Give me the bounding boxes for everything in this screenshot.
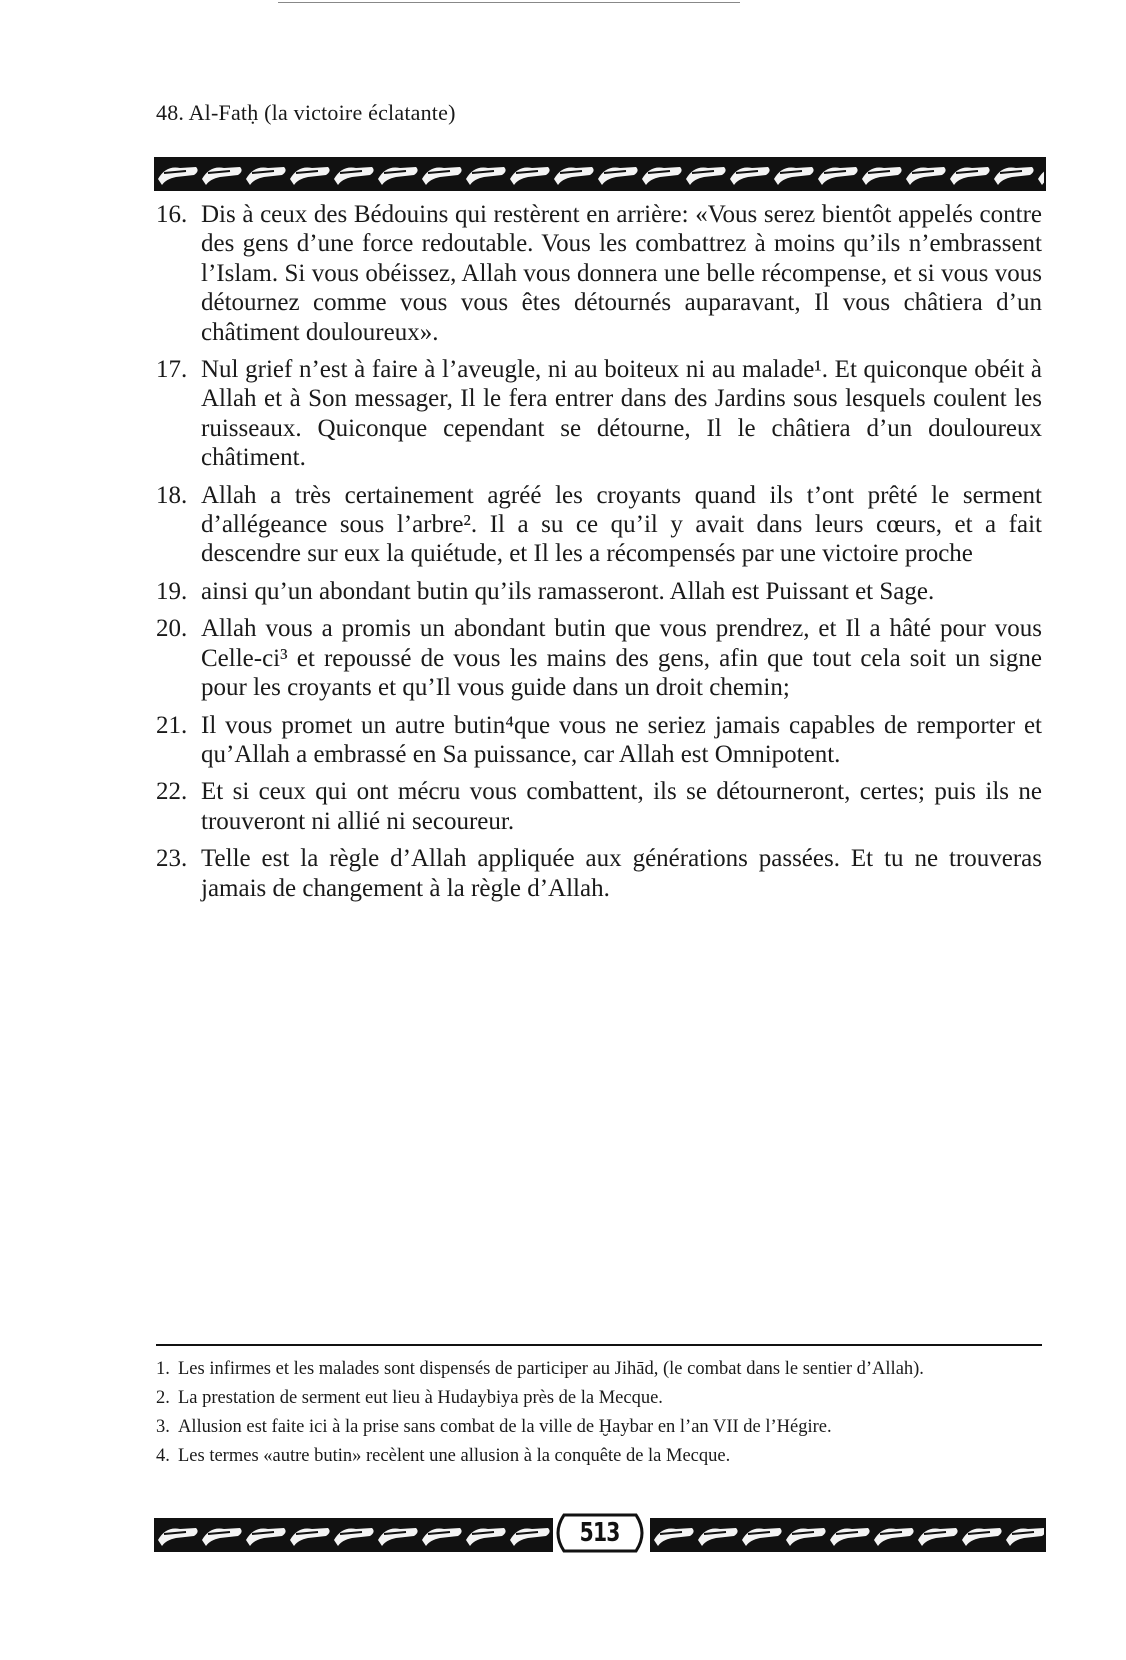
ornamental-border-top <box>154 157 1046 191</box>
verse-23 <box>156 844 1042 903</box>
page-number-cartouche <box>552 1512 648 1554</box>
verse-18 <box>156 481 1042 569</box>
verse-list <box>156 200 1042 911</box>
verse-number: 17. <box>156 356 188 384</box>
footnote-text: Les infirmes et les malades sont dispensés de participer au Jihād, (le combat dans le sentier d’Allah). <box>178 1359 924 1379</box>
footnote-2 <box>156 1387 1042 1409</box>
ornamental-border-bottom-left <box>154 1518 553 1552</box>
verse-22 <box>156 777 1042 836</box>
verse-text: ainsi qu’un abondant butin qu’ils ramasseront. Allah est Puissant et Sage. <box>201 577 935 605</box>
footnote-list <box>156 1358 1042 1474</box>
footnote-number: 1. <box>156 1359 170 1379</box>
page-number: 513 <box>580 1518 620 1548</box>
footnote-number: 2. <box>156 1388 170 1408</box>
verse-number: 16. <box>156 201 188 228</box>
verse-text: Nul grief n’est à faire à l’aveugle, ni au boiteux ni au malade¹. Et quiconque obéit à Allah et à Son messager, Il le fera entrer dans des Jardins sous lesquels coulent les ruisseaux. Quiconque cependant se détourne, Il le châtiera d’un douloureux châtiment. <box>201 356 1042 472</box>
footnote-text: Les termes «autre butin» recèlent une allusion à la conquête de la Mecque. <box>178 1446 731 1466</box>
verse-number: 21. <box>156 711 188 739</box>
chain-ornament-icon <box>156 1520 551 1550</box>
verse-17 <box>156 355 1042 473</box>
footnote-number: 4. <box>156 1446 170 1466</box>
footnote-3 <box>156 1416 1042 1438</box>
verse-text: Et si ceux qui ont mécru vous combattent, ils se détourneront, certes; puis ils ne trouveront ni allié ni secoureur. <box>201 778 1042 835</box>
verse-number: 18. <box>156 481 188 509</box>
footnote-1 <box>156 1358 1042 1380</box>
verse-number: 23. <box>156 845 188 873</box>
verse-number: 19. <box>156 577 188 605</box>
verse-19 <box>156 577 1042 606</box>
footnote-text: La prestation de serment eut lieu à Hudaybiya près de la Mecque. <box>178 1388 663 1408</box>
verse-number: 22. <box>156 778 188 806</box>
verse-20 <box>156 614 1042 702</box>
footnote-4 <box>156 1445 1042 1467</box>
verse-text: Telle est la règle d’Allah appliquée aux générations passées. Et tu ne trouveras jamais de changement à la règle d’Allah. <box>201 845 1042 902</box>
top-rule <box>278 2 740 3</box>
footnote-divider <box>156 1344 1042 1346</box>
verse-number: 20. <box>156 615 188 643</box>
verse-21 <box>156 711 1042 770</box>
chain-ornament-icon <box>652 1520 1044 1550</box>
ornamental-border-bottom-right <box>650 1518 1046 1552</box>
surah-title: 48. Al-Fatḥ (la victoire éclatante) <box>156 100 456 125</box>
footnote-number: 3. <box>156 1417 170 1437</box>
verse-text: Allah vous a promis un abondant butin que vous prendrez, et Il a hâté pour vous Celle-ci³ et repoussé de vous les mains des gens, afin que tout cela soit un signe pour les croyants et qu’Il vous guide dans un droit chemin; <box>201 615 1042 702</box>
verse-text: Allah a très certainement agréé les croyants quand ils t’ont prêté le serment d’allégeance sous l’arbre². Il a su ce qu’il y avait dans leurs cœurs, et a fait descendre sur eux la quiétude, et Il les a récompensés par une victoire proche <box>201 481 1042 568</box>
verse-text: Dis à ceux des Bédouins qui restèrent en arrière: «Vous serez bientôt appelés contre des gens d’une force redoutable. Vous les combattrez à moins qu’ils n’embrassent l’Islam. Si vous obéissez, Allah vous donnera une belle récompense, et si vous vous détournez comme vous vous êtes détournés auparavant, Il vous châtiera d’un châtiment douloureux». <box>201 201 1042 346</box>
chain-ornament-icon <box>156 159 1044 189</box>
footnote-text: Allusion est faite ici à la prise sans combat de la ville de Ḫaybar en l’an VII de l’Hégire. <box>178 1417 832 1437</box>
verse-text: Il vous promet un autre butin⁴que vous ne seriez jamais capables de remporter et qu’Allah a embrassé en Sa puissance, car Allah est Omnipotent. <box>201 711 1042 768</box>
verse-16 <box>156 200 1042 347</box>
